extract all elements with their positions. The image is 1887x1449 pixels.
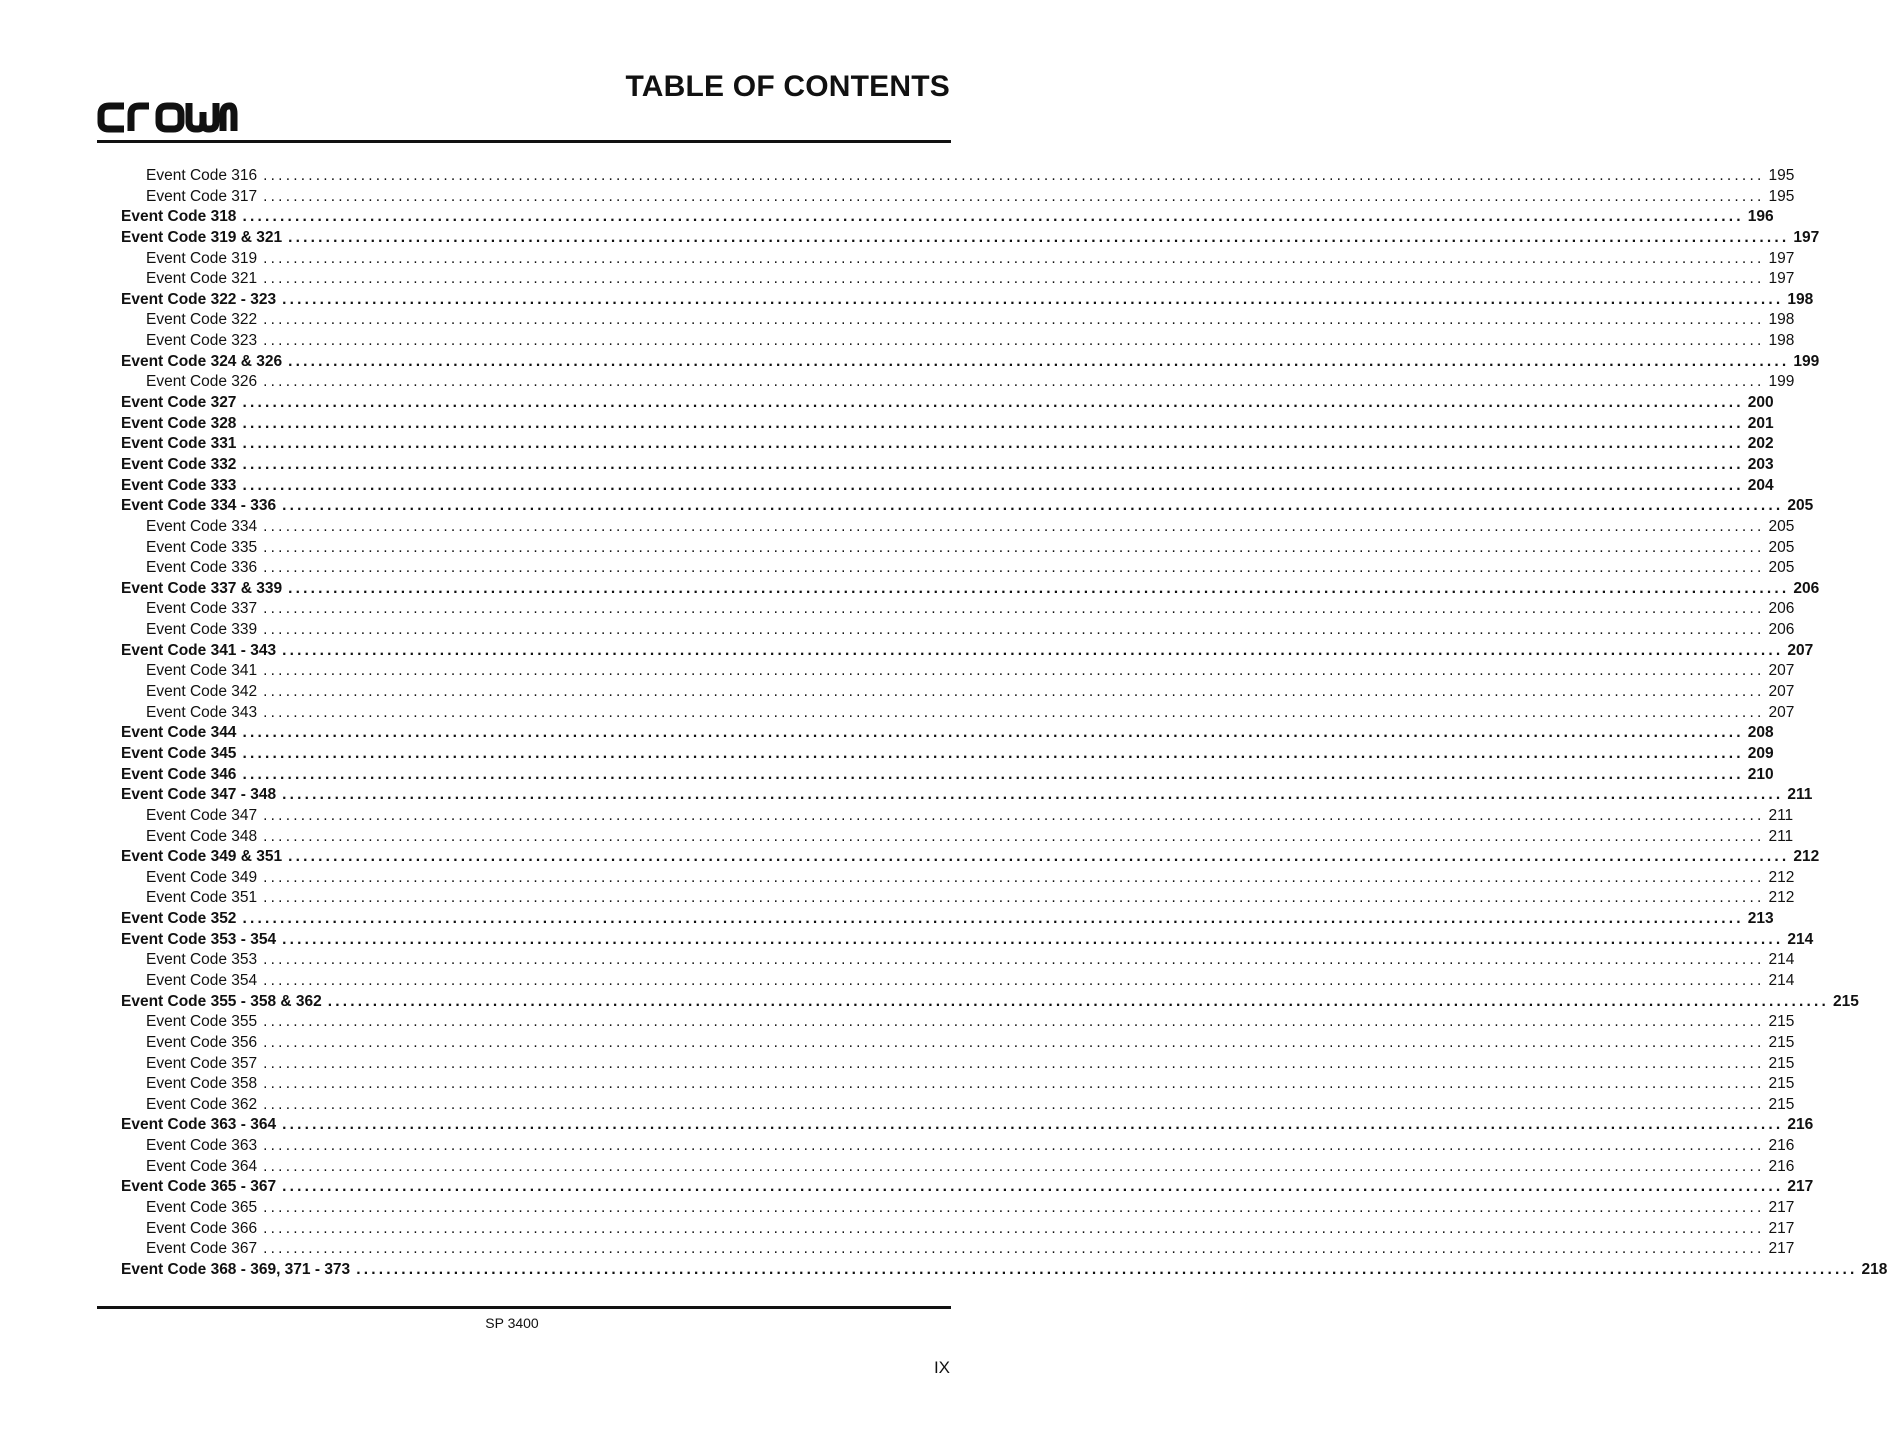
- dot-leader: ........................................................................................................................................................................................................: [282, 930, 1784, 948]
- toc-entry[interactable]: [121, 599, 1795, 620]
- toc-entry[interactable]: [121, 455, 1774, 476]
- dot-leader: ........................................................................................................................................................................................................: [282, 641, 1784, 659]
- toc-entry-page: 217: [1787, 1178, 1814, 1196]
- toc-entry-label: Event Code 319: [146, 249, 258, 267]
- toc-entry-label: Event Code 334: [146, 517, 258, 535]
- toc-entry[interactable]: [121, 971, 1795, 992]
- dot-leader: ........................................................................................................................................................................................................: [263, 311, 1765, 329]
- dot-leader: ........................................................................................................................................................................................................: [242, 394, 1744, 412]
- dot-leader: ........................................................................................................................................................................................................: [263, 517, 1765, 535]
- toc-entry-label: Event Code 334 - 336: [121, 497, 277, 515]
- toc-entry-label: Event Code 347 - 348: [121, 786, 277, 804]
- table-of-contents: [121, 166, 1887, 1281]
- toc-entry[interactable]: [121, 1260, 1887, 1281]
- toc-entry-label: Event Code 318: [121, 208, 237, 226]
- toc-entry[interactable]: [121, 310, 1795, 331]
- toc-entry-label: Event Code 328: [121, 414, 237, 432]
- toc-entry-label: Event Code 352: [121, 910, 237, 928]
- toc-entry-page: 217: [1768, 1240, 1795, 1258]
- dot-leader: ........................................................................................................................................................................................................: [263, 1157, 1765, 1175]
- toc-entry-label: Event Code 366: [146, 1219, 258, 1237]
- toc-entry[interactable]: [121, 166, 1795, 187]
- toc-entry-page: 206: [1793, 579, 1820, 597]
- toc-entry-page: 197: [1768, 270, 1795, 288]
- dot-leader: ........................................................................................................................................................................................................: [288, 579, 1790, 597]
- dot-leader: ........................................................................................................................................................................................................: [263, 806, 1765, 824]
- toc-entry-label: Event Code 321: [146, 270, 258, 288]
- dot-leader: ........................................................................................................................................................................................................: [263, 1075, 1765, 1093]
- toc-entry-page: 216: [1768, 1157, 1795, 1175]
- toc-entry-page: 215: [1768, 1075, 1795, 1093]
- dot-leader: ........................................................................................................................................................................................................: [263, 270, 1765, 288]
- toc-entry[interactable]: [121, 352, 1820, 373]
- document-code: SP 3400: [485, 1315, 539, 1331]
- toc-entry-label: Event Code 337: [146, 600, 258, 618]
- dot-leader: ........................................................................................................................................................................................................: [263, 559, 1765, 577]
- toc-entry-page: 215: [1768, 1013, 1795, 1031]
- toc-entry-label: Event Code 342: [146, 683, 258, 701]
- dot-leader: ........................................................................................................................................................................................................: [263, 889, 1765, 907]
- toc-entry-page: 212: [1793, 848, 1820, 866]
- toc-entry-page: 215: [1768, 1033, 1795, 1051]
- toc-entry-page: 218: [1861, 1260, 1887, 1278]
- toc-entry-page: 207: [1768, 703, 1795, 721]
- toc-entry-label: Event Code 317: [146, 187, 258, 205]
- dot-leader: ........................................................................................................................................................................................................: [263, 683, 1765, 701]
- toc-entry[interactable]: [121, 372, 1795, 393]
- toc-entry-page: 204: [1747, 476, 1774, 494]
- dot-leader: ........................................................................................................................................................................................................: [242, 208, 1744, 226]
- toc-entry-page: 214: [1768, 951, 1795, 969]
- toc-entry-label: Event Code 362: [146, 1095, 258, 1113]
- dot-leader: ........................................................................................................................................................................................................: [282, 786, 1784, 804]
- toc-entry[interactable]: [121, 1157, 1795, 1178]
- toc-entry[interactable]: [121, 827, 1794, 848]
- toc-entry-label: Event Code 346: [121, 765, 237, 783]
- toc-entry-page: 205: [1768, 517, 1795, 535]
- dot-leader: ........................................................................................................................................................................................................: [242, 435, 1744, 453]
- toc-entry-label: Event Code 319 & 321: [121, 228, 283, 246]
- dot-leader: ........................................................................................................................................................................................................: [263, 249, 1765, 267]
- toc-entry[interactable]: [121, 269, 1795, 290]
- toc-entry-page: 206: [1768, 621, 1795, 639]
- toc-entry[interactable]: [121, 1177, 1814, 1198]
- dot-leader: ........................................................................................................................................................................................................: [288, 228, 1790, 246]
- toc-entry-page: 212: [1768, 868, 1795, 886]
- toc-entry-label: Event Code 355: [146, 1013, 258, 1031]
- toc-entry-label: Event Code 341 - 343: [121, 641, 277, 659]
- toc-entry-label: Event Code 351: [146, 889, 258, 907]
- toc-entry-label: Event Code 345: [121, 744, 237, 762]
- dot-leader: ........................................................................................................................................................................................................: [263, 1054, 1765, 1072]
- toc-entry-page: 215: [1768, 1095, 1795, 1113]
- toc-entry-page: 205: [1787, 497, 1814, 515]
- dot-leader: ........................................................................................................................................................................................................: [263, 332, 1765, 350]
- toc-entry[interactable]: [121, 847, 1820, 868]
- toc-entry[interactable]: [121, 765, 1774, 786]
- toc-entry[interactable]: [121, 950, 1795, 971]
- dot-leader: ........................................................................................................................................................................................................: [242, 765, 1744, 783]
- toc-entry-page: 203: [1747, 455, 1774, 473]
- dot-leader: ........................................................................................................................................................................................................: [263, 951, 1765, 969]
- toc-entry[interactable]: [121, 1095, 1795, 1116]
- toc-entry-page: 215: [1768, 1054, 1795, 1072]
- toc-entry-page: 215: [1833, 992, 1859, 1010]
- toc-entry-page: 206: [1768, 600, 1795, 618]
- toc-entry[interactable]: [121, 992, 1859, 1013]
- dot-leader: ........................................................................................................................................................................................................: [263, 1013, 1765, 1031]
- dot-leader: ........................................................................................................................................................................................................: [263, 1240, 1765, 1258]
- toc-entry-label: Event Code 316: [146, 167, 258, 184]
- toc-entry-label: Event Code 353: [146, 951, 258, 969]
- toc-entry-label: Event Code 326: [146, 373, 258, 391]
- dot-leader: ........................................................................................................................................................................................................: [242, 476, 1744, 494]
- toc-entry-label: Event Code 322: [146, 311, 258, 329]
- toc-entry-label: Event Code 363: [146, 1137, 258, 1155]
- toc-entry[interactable]: [121, 806, 1794, 827]
- dot-leader: ........................................................................................................................................................................................................: [263, 1095, 1765, 1113]
- toc-entry-label: Event Code 355 - 358 & 362: [121, 992, 322, 1010]
- dot-leader: ........................................................................................................................................................................................................: [263, 662, 1765, 680]
- toc-entry-label: Event Code 335: [146, 538, 258, 556]
- toc-entry-label: Event Code 358: [146, 1075, 258, 1093]
- dot-leader: ........................................................................................................................................................................................................: [263, 621, 1765, 639]
- toc-entry-page: 216: [1768, 1137, 1795, 1155]
- toc-entry-page: 198: [1768, 311, 1795, 329]
- toc-entry[interactable]: [121, 1054, 1795, 1075]
- header-rule: [97, 140, 951, 143]
- dot-leader: ........................................................................................................................................................................................................: [263, 827, 1765, 845]
- dot-leader: ........................................................................................................................................................................................................: [282, 1116, 1784, 1134]
- toc-entry[interactable]: [121, 434, 1774, 455]
- toc-entry[interactable]: [121, 228, 1820, 249]
- toc-entry[interactable]: [121, 496, 1814, 517]
- toc-entry-page: 217: [1768, 1219, 1795, 1237]
- toc-entry-page: 208: [1747, 724, 1774, 742]
- dot-leader: ........................................................................................................................................................................................................: [263, 868, 1765, 886]
- page-title: TABLE OF CONTENTS: [625, 70, 950, 103]
- toc-entry-page: 198: [1787, 290, 1814, 308]
- dot-leader: ........................................................................................................................................................................................................: [263, 373, 1765, 391]
- toc-entry-page: 214: [1768, 971, 1795, 989]
- dot-leader: ........................................................................................................................................................................................................: [288, 848, 1790, 866]
- dot-leader: ........................................................................................................................................................................................................: [263, 600, 1765, 618]
- toc-entry-label: Event Code 344: [121, 724, 237, 742]
- toc-entry-label: Event Code 332: [121, 455, 237, 473]
- toc-entry-page: 216: [1787, 1116, 1814, 1134]
- dot-leader: ........................................................................................................................................................................................................: [282, 497, 1784, 515]
- toc-entry[interactable]: [121, 723, 1774, 744]
- toc-entry-label: Event Code 343: [146, 703, 258, 721]
- dot-leader: ........................................................................................................................................................................................................: [263, 187, 1765, 205]
- toc-entry[interactable]: [121, 249, 1795, 270]
- toc-entry[interactable]: [121, 290, 1814, 311]
- toc-entry-page: 214: [1787, 930, 1814, 948]
- page-number: IX: [933, 1358, 950, 1377]
- toc-entry-label: Event Code 339: [146, 621, 258, 639]
- toc-entry[interactable]: [121, 703, 1795, 724]
- dot-leader: ........................................................................................................................................................................................................: [327, 992, 1830, 1010]
- dot-leader: ........................................................................................................................................................................................................: [242, 724, 1744, 742]
- toc-entry-label: Event Code 327: [121, 394, 237, 412]
- toc-entry-label: Event Code 336: [146, 559, 258, 577]
- dot-leader: ........................................................................................................................................................................................................: [263, 1199, 1765, 1217]
- dot-leader: ........................................................................................................................................................................................................: [263, 1137, 1765, 1155]
- toc-entry[interactable]: [121, 744, 1774, 765]
- toc-entry-label: Event Code 349 & 351: [121, 848, 283, 866]
- toc-entry-page: 207: [1768, 662, 1795, 680]
- toc-entry-label: Event Code 368 - 369, 371 - 373: [121, 1260, 351, 1278]
- toc-entry-label: Event Code 356: [146, 1033, 258, 1051]
- dot-leader: ........................................................................................................................................................................................................: [263, 538, 1765, 556]
- toc-entry[interactable]: [121, 930, 1814, 951]
- toc-entry[interactable]: [121, 868, 1795, 889]
- toc-entry[interactable]: [121, 579, 1820, 600]
- toc-entry-page: 196: [1747, 208, 1774, 226]
- toc-entry-label: Event Code 324 & 326: [121, 352, 283, 370]
- toc-entry-label: Event Code 364: [146, 1157, 258, 1175]
- toc-entry[interactable]: [121, 1239, 1795, 1260]
- toc-entry-label: Event Code 323: [146, 332, 258, 350]
- toc-entry-page: 197: [1793, 228, 1820, 246]
- toc-entry[interactable]: [121, 517, 1795, 538]
- toc-entry-label: Event Code 349: [146, 868, 258, 886]
- toc-entry-label: Event Code 365: [146, 1199, 258, 1217]
- toc-entry-page: 212: [1768, 889, 1795, 907]
- toc-entry-page: 217: [1768, 1199, 1795, 1217]
- toc-entry[interactable]: [121, 1033, 1795, 1054]
- toc-entry[interactable]: [121, 909, 1774, 930]
- dot-leader: ........................................................................................................................................................................................................: [282, 290, 1784, 308]
- toc-entry-page: 205: [1768, 538, 1795, 556]
- toc-entry-page: 201: [1747, 414, 1774, 432]
- toc-entry[interactable]: [121, 558, 1795, 579]
- toc-entry[interactable]: [121, 187, 1795, 208]
- toc-entry-page: 195: [1768, 187, 1795, 205]
- toc-entry-label: Event Code 347: [146, 806, 258, 824]
- toc-entry-label: Event Code 322 - 323: [121, 290, 277, 308]
- toc-entry-page: 211: [1768, 827, 1794, 845]
- toc-entry[interactable]: [121, 1115, 1814, 1136]
- dot-leader: ........................................................................................................................................................................................................: [263, 703, 1765, 721]
- toc-entry-page: 211: [1787, 786, 1813, 804]
- toc-entry-page: 210: [1747, 765, 1774, 783]
- toc-entry-page: 197: [1768, 249, 1795, 267]
- toc-entry-page: 199: [1768, 373, 1795, 391]
- toc-entry[interactable]: [121, 476, 1774, 497]
- toc-entry-page: 200: [1747, 394, 1774, 412]
- toc-entry[interactable]: [121, 207, 1774, 228]
- toc-entry[interactable]: [121, 641, 1814, 662]
- toc-entry-label: Event Code 354: [146, 971, 258, 989]
- toc-entry-label: Event Code 357: [146, 1054, 258, 1072]
- dot-leader: ........................................................................................................................................................................................................: [242, 910, 1744, 928]
- toc-entry-page: 207: [1768, 683, 1795, 701]
- toc-entry[interactable]: [121, 393, 1774, 414]
- footer-rule: [97, 1306, 951, 1309]
- toc-entry[interactable]: [121, 682, 1795, 703]
- toc-entry-page: 213: [1747, 910, 1774, 928]
- toc-entry-label: Event Code 363 - 364: [121, 1116, 277, 1134]
- toc-entry-page: 202: [1747, 435, 1774, 453]
- dot-leader: ........................................................................................................................................................................................................: [288, 352, 1790, 370]
- toc-entry[interactable]: [121, 661, 1795, 682]
- toc-entry-label: Event Code 341: [146, 662, 258, 680]
- dot-leader: ........................................................................................................................................................................................................: [263, 971, 1765, 989]
- toc-entry-page: 205: [1768, 559, 1795, 577]
- dot-leader: ........................................................................................................................................................................................................: [242, 455, 1744, 473]
- toc-entry-label: Event Code 365 - 367: [121, 1178, 277, 1196]
- dot-leader: ........................................................................................................................................................................................................: [242, 744, 1744, 762]
- dot-leader: ........................................................................................................................................................................................................: [356, 1260, 1858, 1278]
- toc-entry-page: 199: [1793, 352, 1820, 370]
- toc-entry[interactable]: [121, 785, 1813, 806]
- toc-entry[interactable]: [121, 1198, 1795, 1219]
- toc-entry-label: Event Code 331: [121, 435, 237, 453]
- toc-entry-label: Event Code 348: [146, 827, 258, 845]
- toc-entry[interactable]: [121, 1012, 1795, 1033]
- toc-entry[interactable]: [121, 1219, 1795, 1240]
- toc-entry[interactable]: [121, 1074, 1795, 1095]
- toc-entry-label: Event Code 337 & 339: [121, 579, 283, 597]
- dot-leader: ........................................................................................................................................................................................................: [263, 1219, 1765, 1237]
- crown-logo: [97, 100, 237, 134]
- toc-entry[interactable]: [121, 331, 1795, 352]
- toc-entry-page: 195: [1768, 167, 1795, 184]
- toc-entry-page: 211: [1768, 806, 1794, 824]
- toc-entry-label: Event Code 333: [121, 476, 237, 494]
- toc-entry-page: 198: [1768, 332, 1795, 350]
- dot-leader: ........................................................................................................................................................................................................: [242, 414, 1744, 432]
- toc-entry-page: 207: [1787, 641, 1814, 659]
- toc-entry-page: 209: [1747, 744, 1774, 762]
- dot-leader: ........................................................................................................................................................................................................: [282, 1178, 1784, 1196]
- toc-entry[interactable]: [121, 414, 1774, 435]
- toc-entry[interactable]: [121, 888, 1795, 909]
- toc-entry[interactable]: [121, 538, 1795, 559]
- toc-entry[interactable]: [121, 620, 1795, 641]
- toc-entry-label: Event Code 367: [146, 1240, 258, 1258]
- toc-entry[interactable]: [121, 1136, 1795, 1157]
- dot-leader: ........................................................................................................................................................................................................: [263, 1033, 1765, 1051]
- toc-entry-label: Event Code 353 - 354: [121, 930, 277, 948]
- dot-leader: ........................................................................................................................................................................................................: [263, 167, 1765, 184]
